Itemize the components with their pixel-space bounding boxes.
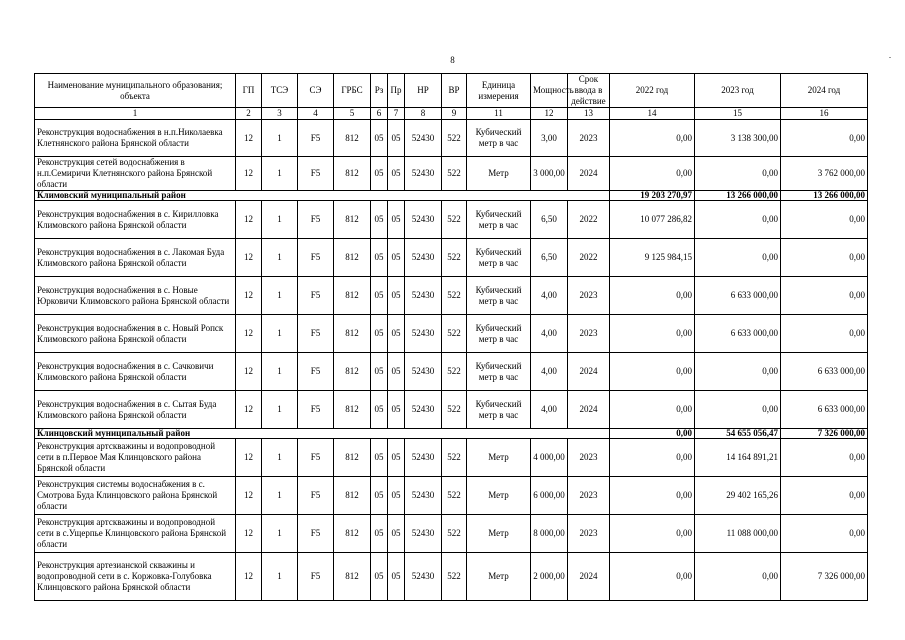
nr-cell: 52430	[405, 157, 442, 191]
amount-2022: 0,00	[610, 315, 695, 353]
col-header-pr: Пр	[388, 74, 405, 108]
district-name: Клинцовский муниципальный район	[35, 429, 610, 439]
amount-2023: 6 633 000,00	[695, 315, 781, 353]
amount-2024: 6 633 000,00	[781, 391, 868, 429]
col-header-commission: Срок ввода в действие	[568, 74, 610, 108]
gp-cell: 12	[236, 120, 262, 157]
object-name: Реконструкция водоснабжения в с. Новые Юрковичи Климовского района Брянской области	[35, 277, 236, 315]
tse-cell: 1	[262, 515, 298, 553]
col-header-gp: ГП	[236, 74, 262, 108]
column-number: 6	[371, 108, 388, 120]
rz-cell: 05	[371, 553, 388, 601]
grbs-cell: 812	[334, 315, 371, 353]
column-number: 16	[781, 108, 868, 120]
amount-2023: 0,00	[695, 553, 781, 601]
amount-2023: 3 138 300,00	[695, 120, 781, 157]
pr-cell: 05	[388, 120, 405, 157]
amount-2024: 0,00	[781, 201, 868, 239]
object-name: Реконструкция артезианской скважины и водопроводной сети в с. Коржовка-Голубовка Клинцовского района Брянской области	[35, 553, 236, 601]
amount-2024: 0,00	[781, 477, 868, 515]
pr-cell: 05	[388, 477, 405, 515]
se-cell: F5	[298, 515, 334, 553]
se-cell: F5	[298, 120, 334, 157]
rz-cell: 05	[371, 315, 388, 353]
unit-cell: Метр	[467, 439, 531, 477]
tse-cell: 1	[262, 120, 298, 157]
unit-cell: Метр	[467, 477, 531, 515]
object-name: Реконструкция водоснабжения в с. Новый Ропск Климовского района Брянской области	[35, 315, 236, 353]
amount-2024: 0,00	[781, 315, 868, 353]
nr-cell: 52430	[405, 439, 442, 477]
table-body	[35, 120, 868, 601]
column-number: 8	[405, 108, 442, 120]
amount-2024: 0,00	[781, 277, 868, 315]
grbs-cell: 812	[334, 157, 371, 191]
district-row	[35, 429, 868, 439]
pr-cell: 05	[388, 157, 405, 191]
pr-cell: 05	[388, 239, 405, 277]
capacity-cell: 4 000,00	[531, 439, 568, 477]
vr-cell: 522	[442, 201, 467, 239]
table-row	[35, 553, 868, 601]
table-row	[35, 353, 868, 391]
table-row	[35, 201, 868, 239]
col-header-se: СЭ	[298, 74, 334, 108]
grbs-cell: 812	[334, 353, 371, 391]
rz-cell: 05	[371, 157, 388, 191]
commission-year-cell: 2023	[568, 439, 610, 477]
grbs-cell: 812	[334, 515, 371, 553]
amount-2022: 0,00	[610, 157, 695, 191]
col-header-unit: Единица измерения	[467, 74, 531, 108]
gp-cell: 12	[236, 201, 262, 239]
table-row	[35, 239, 868, 277]
page-number: 8	[450, 55, 455, 65]
vr-cell: 522	[442, 277, 467, 315]
nr-cell: 52430	[405, 239, 442, 277]
tse-cell: 1	[262, 157, 298, 191]
nr-cell: 52430	[405, 277, 442, 315]
capacity-cell: 4,00	[531, 391, 568, 429]
vr-cell: 522	[442, 477, 467, 515]
vr-cell: 522	[442, 315, 467, 353]
amount-2022: 0,00	[610, 429, 695, 439]
commission-year-cell: 2024	[568, 157, 610, 191]
gp-cell: 12	[236, 277, 262, 315]
table-row	[35, 277, 868, 315]
capacity-cell: 3 000,00	[531, 157, 568, 191]
commission-year-cell: 2022	[568, 239, 610, 277]
col-header-name: Наименование муниципального образования; объекта	[35, 74, 236, 108]
unit-cell: Кубический метр в час	[467, 391, 531, 429]
amount-2022: 10 077 286,82	[610, 201, 695, 239]
column-number: 3	[262, 108, 298, 120]
nr-cell: 52430	[405, 477, 442, 515]
grbs-cell: 812	[334, 439, 371, 477]
grbs-cell: 812	[334, 477, 371, 515]
object-name: Реконструкция водоснабжения в с. Сачковичи Климовского района Брянской области	[35, 353, 236, 391]
se-cell: F5	[298, 315, 334, 353]
col-header-2022: 2022 год	[610, 74, 695, 108]
amount-2023: 54 655 056,47	[695, 429, 781, 439]
pr-cell: 05	[388, 315, 405, 353]
amount-2024: 0,00	[781, 239, 868, 277]
grbs-cell: 812	[334, 239, 371, 277]
amount-2022: 0,00	[610, 353, 695, 391]
tse-cell: 1	[262, 553, 298, 601]
amount-2024: 7 326 000,00	[781, 553, 868, 601]
amount-2023: 0,00	[695, 353, 781, 391]
amount-2022: 0,00	[610, 120, 695, 157]
tse-cell: 1	[262, 439, 298, 477]
header-row	[35, 74, 868, 108]
vr-cell: 522	[442, 157, 467, 191]
table-row	[35, 439, 868, 477]
amount-2022: 0,00	[610, 391, 695, 429]
edge-mark	[889, 57, 891, 58]
amount-2023: 14 164 891,21	[695, 439, 781, 477]
unit-cell: Кубический метр в час	[467, 120, 531, 157]
commission-year-cell: 2023	[568, 315, 610, 353]
vr-cell: 522	[442, 515, 467, 553]
se-cell: F5	[298, 439, 334, 477]
column-number: 14	[610, 108, 695, 120]
grbs-cell: 812	[334, 553, 371, 601]
col-header-capacity: Мощность	[531, 74, 568, 108]
amount-2024: 0,00	[781, 120, 868, 157]
rz-cell: 05	[371, 439, 388, 477]
column-number-row	[35, 108, 868, 120]
se-cell: F5	[298, 553, 334, 601]
tse-cell: 1	[262, 239, 298, 277]
amount-2023: 0,00	[695, 157, 781, 191]
commission-year-cell: 2022	[568, 201, 610, 239]
rz-cell: 05	[371, 277, 388, 315]
se-cell: F5	[298, 391, 334, 429]
unit-cell: Кубический метр в час	[467, 315, 531, 353]
unit-cell: Кубический метр в час	[467, 201, 531, 239]
amount-2023: 6 633 000,00	[695, 277, 781, 315]
rz-cell: 05	[371, 391, 388, 429]
se-cell: F5	[298, 239, 334, 277]
rz-cell: 05	[371, 120, 388, 157]
rz-cell: 05	[371, 201, 388, 239]
gp-cell: 12	[236, 391, 262, 429]
district-name: Климовский муниципальный район	[35, 191, 610, 201]
rz-cell: 05	[371, 477, 388, 515]
nr-cell: 52430	[405, 515, 442, 553]
grbs-cell: 812	[334, 120, 371, 157]
rz-cell: 05	[371, 239, 388, 277]
col-header-vr: ВР	[442, 74, 467, 108]
vr-cell: 522	[442, 353, 467, 391]
tse-cell: 1	[262, 391, 298, 429]
vr-cell: 522	[442, 439, 467, 477]
object-name: Реконструкция водоснабжения в с. Лакомая Буда Климовского района Брянской области	[35, 239, 236, 277]
column-number: 2	[236, 108, 262, 120]
unit-cell: Метр	[467, 157, 531, 191]
amount-2022: 9 125 984,15	[610, 239, 695, 277]
column-number: 5	[334, 108, 371, 120]
capacity-cell: 4,00	[531, 277, 568, 315]
object-name: Реконструкция артскважины и водопроводной сети в с.Ущерпье Клинцовского района Брянской области	[35, 515, 236, 553]
object-name: Реконструкция сетей водоснабжения в н.п.Семиричи Клетнянского района Брянской области	[35, 157, 236, 191]
nr-cell: 52430	[405, 201, 442, 239]
pr-cell: 05	[388, 353, 405, 391]
amount-2023: 0,00	[695, 239, 781, 277]
table-row	[35, 120, 868, 157]
table-row	[35, 315, 868, 353]
gp-cell: 12	[236, 353, 262, 391]
unit-cell: Метр	[467, 515, 531, 553]
amount-2022: 0,00	[610, 477, 695, 515]
nr-cell: 52430	[405, 120, 442, 157]
col-header-rz: Рз	[371, 74, 388, 108]
vr-cell: 522	[442, 553, 467, 601]
object-name: Реконструкция водоснабжения в с. Сытая Буда Климовского района Брянской области	[35, 391, 236, 429]
commission-year-cell: 2023	[568, 277, 610, 315]
nr-cell: 52430	[405, 391, 442, 429]
col-header-grbs: ГРБС	[334, 74, 371, 108]
commission-year-cell: 2024	[568, 553, 610, 601]
table-row	[35, 477, 868, 515]
unit-cell: Кубический метр в час	[467, 277, 531, 315]
se-cell: F5	[298, 353, 334, 391]
se-cell: F5	[298, 277, 334, 315]
rz-cell: 05	[371, 515, 388, 553]
unit-cell: Кубический метр в час	[467, 239, 531, 277]
column-number: 15	[695, 108, 781, 120]
commission-year-cell: 2024	[568, 391, 610, 429]
amount-2022: 19 203 270,97	[610, 191, 695, 201]
grbs-cell: 812	[334, 277, 371, 315]
object-name: Реконструкция водоснабжения в н.п.Николаевка Клетнянского района Брянской области	[35, 120, 236, 157]
amount-2022: 0,00	[610, 439, 695, 477]
tse-cell: 1	[262, 315, 298, 353]
amount-2022: 0,00	[610, 277, 695, 315]
vr-cell: 522	[442, 391, 467, 429]
amount-2024: 13 266 000,00	[781, 191, 868, 201]
amount-2023: 0,00	[695, 201, 781, 239]
nr-cell: 52430	[405, 315, 442, 353]
nr-cell: 52430	[405, 553, 442, 601]
amount-2022: 0,00	[610, 515, 695, 553]
column-number: 9	[442, 108, 467, 120]
pr-cell: 05	[388, 439, 405, 477]
column-number: 7	[388, 108, 405, 120]
column-number: 4	[298, 108, 334, 120]
amount-2024: 0,00	[781, 515, 868, 553]
table-row	[35, 157, 868, 191]
pr-cell: 05	[388, 277, 405, 315]
object-name: Реконструкция системы водоснабжения в с. Смотрова Буда Клинцовского района Брянской области	[35, 477, 236, 515]
amount-2024: 0,00	[781, 439, 868, 477]
table-row	[35, 515, 868, 553]
gp-cell: 12	[236, 315, 262, 353]
grbs-cell: 812	[334, 201, 371, 239]
column-number: 1	[35, 108, 236, 120]
commission-year-cell: 2023	[568, 515, 610, 553]
se-cell: F5	[298, 157, 334, 191]
vr-cell: 522	[442, 239, 467, 277]
district-row	[35, 191, 868, 201]
gp-cell: 12	[236, 553, 262, 601]
gp-cell: 12	[236, 477, 262, 515]
unit-cell: Метр	[467, 553, 531, 601]
gp-cell: 12	[236, 515, 262, 553]
amount-2024: 6 633 000,00	[781, 353, 868, 391]
capacity-cell: 6 000,00	[531, 477, 568, 515]
amount-2022: 0,00	[610, 553, 695, 601]
tse-cell: 1	[262, 201, 298, 239]
tse-cell: 1	[262, 477, 298, 515]
amount-2024: 3 762 000,00	[781, 157, 868, 191]
capacity-cell: 6,50	[531, 239, 568, 277]
amount-2023: 13 266 000,00	[695, 191, 781, 201]
capacity-cell: 4,00	[531, 353, 568, 391]
budget-table	[34, 73, 868, 601]
tse-cell: 1	[262, 353, 298, 391]
amount-2023: 29 402 165,26	[695, 477, 781, 515]
commission-year-cell: 2023	[568, 477, 610, 515]
amount-2023: 11 088 000,00	[695, 515, 781, 553]
capacity-cell: 8 000,00	[531, 515, 568, 553]
object-name: Реконструкция водоснабжения в с. Кирилловка Климовского района Брянской области	[35, 201, 236, 239]
capacity-cell: 3,00	[531, 120, 568, 157]
column-number: 11	[467, 108, 531, 120]
capacity-cell: 4,00	[531, 315, 568, 353]
grbs-cell: 812	[334, 391, 371, 429]
amount-2023: 0,00	[695, 391, 781, 429]
gp-cell: 12	[236, 239, 262, 277]
col-header-2023: 2023 год	[695, 74, 781, 108]
vr-cell: 522	[442, 120, 467, 157]
column-number: 12	[531, 108, 568, 120]
rz-cell: 05	[371, 353, 388, 391]
commission-year-cell: 2024	[568, 353, 610, 391]
tse-cell: 1	[262, 277, 298, 315]
gp-cell: 12	[236, 439, 262, 477]
commission-year-cell: 2023	[568, 120, 610, 157]
gp-cell: 12	[236, 157, 262, 191]
column-number: 13	[568, 108, 610, 120]
pr-cell: 05	[388, 515, 405, 553]
capacity-cell: 6,50	[531, 201, 568, 239]
se-cell: F5	[298, 477, 334, 515]
table-row	[35, 391, 868, 429]
object-name: Реконструкция артскважины и водопроводной сети в п.Первое Мая Клинцовского района Брянской области	[35, 439, 236, 477]
pr-cell: 05	[388, 553, 405, 601]
unit-cell: Кубический метр в час	[467, 353, 531, 391]
col-header-tse: ТСЭ	[262, 74, 298, 108]
col-header-nr: НР	[405, 74, 442, 108]
col-header-2024: 2024 год	[781, 74, 868, 108]
pr-cell: 05	[388, 201, 405, 239]
se-cell: F5	[298, 201, 334, 239]
pr-cell: 05	[388, 391, 405, 429]
amount-2024: 7 326 000,00	[781, 429, 868, 439]
nr-cell: 52430	[405, 353, 442, 391]
capacity-cell: 2 000,00	[531, 553, 568, 601]
